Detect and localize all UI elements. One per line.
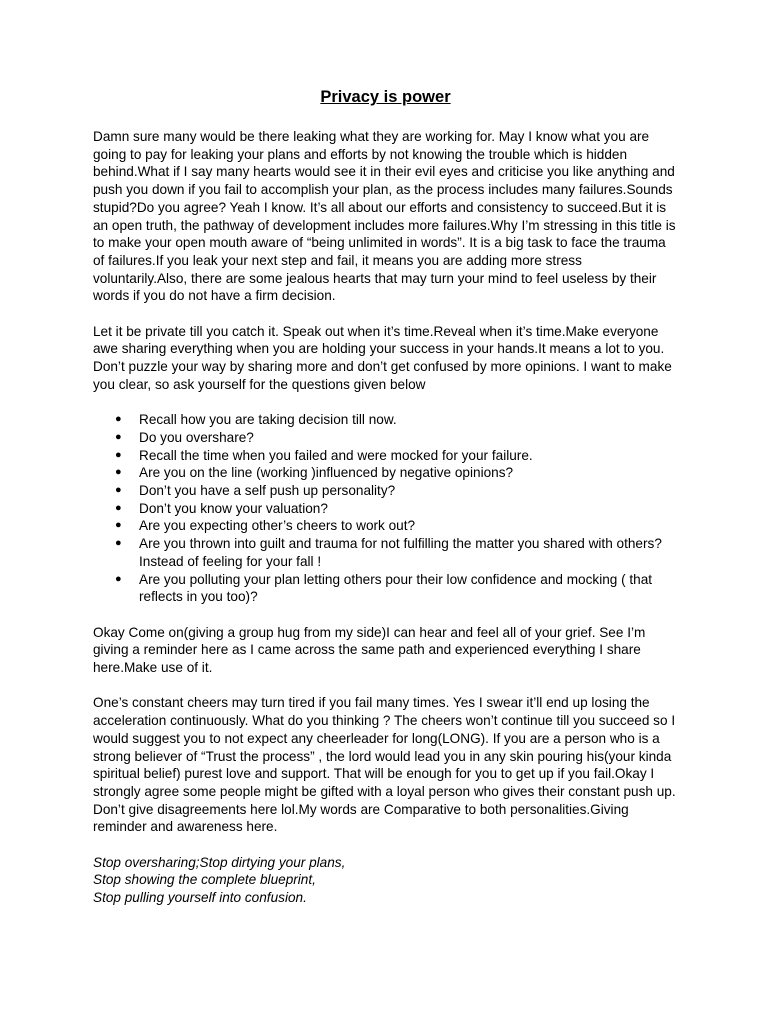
bullet-icon: ● (115, 430, 122, 443)
paragraph-constant-cheers: One’s constant cheers may turn tired if you fail many times. Yes I swear it’ll end up losing the acceleration continuously. What do you thinking ? The cheers won’t continue till you succeed so I would suggest you to not expect any cheerleader for long(LONG). If you are a person who is a strong believer of “Trust the process” , the lord would lead you in any skin pouring his(your kinda spiritual belief) purest love and support. That will be enough for you to get up if you fail.Okay I strongly agree some people might be gifted with a loyal person who gives their constant push up. Don’t give disagreements here lol.My words are Comparative to both personalities.Giving reminder and awareness here. (93, 695, 676, 835)
page-title: Privacy is power (320, 88, 451, 106)
bullet-icon: ● (115, 413, 122, 426)
list-item: ● Don’t you have a self push up personality? (115, 483, 396, 499)
list-item: ● Do you overshare? (115, 429, 254, 445)
closing-line: Stop oversharing;Stop dirtying your plans, (93, 854, 346, 870)
closing-line: Stop pulling yourself into confusion. (93, 890, 307, 906)
closing-line: Stop showing the complete blueprint, (93, 872, 316, 888)
list-item: ● Are you thrown into guilt and trauma for not fulfilling the matter you shared with others? Instead of feeling for your fall ! (115, 536, 662, 569)
bullet-icon: ● (115, 519, 122, 532)
bullet-icon: ● (115, 501, 122, 514)
bullet-icon: ● (115, 448, 122, 461)
paragraph-intro: Damn sure many would be there leaking what they are working for. May I know what you are going to pay for leaking your plans and efforts by not knowing the trouble which is hidden behind.What if I say many hearts would see it in their evil eyes and criticise you like anything and push you down if you fail to accomplish your plan, as the process includes many failures.Sounds stupid?Do you agree? Yeah I know. It’s all about our efforts and consistency to succeed.But it is an open truth, the pathway of development includes more failures.Why I’m stressing in this title is to make your open mouth aware of “being unlimited in words”. It is a big task to face the trauma of failures.If you leak your next step and fail, it means you are adding more stress voluntarily.Also, there are some jealous hearts that may turn your mind to feel useless by their words if you do not have a firm decision. (93, 129, 676, 304)
bullet-icon: ● (115, 484, 122, 497)
list-item: ● Don’t you know your valuation? (115, 500, 328, 516)
document-page (93, 86, 678, 907)
bullet-icon: ● (115, 572, 122, 585)
list-item: ● Recall how you are taking decision till now. (115, 412, 397, 428)
closing-lines (93, 854, 678, 907)
bullet-icon: ● (115, 466, 122, 479)
list-item: ● Are you expecting other’s cheers to work out? (115, 518, 416, 534)
bullet-icon: ● (115, 537, 122, 550)
list-item: ● Are you polluting your plan letting others pour their low confidence and mocking ( that reflects in you too)? (115, 571, 653, 605)
paragraph-group-hug: Okay Come on(giving a group hug from my side)I can hear and feel all of your grief. See I’m giving a reminder here as I came across the same path and experienced everything I share here.Make use of it. (93, 624, 646, 676)
list-item: ● Are you on the line (working )influenced by negative opinions? (115, 465, 514, 481)
question-list (93, 411, 678, 606)
paragraph-questions-intro: Let it be private till you catch it. Speak out when it’s time.Reveal when it’s time.Make everyone awe sharing everything when you are holding your success in your hands.It means a lot to you. Don’t puzzle your way by sharing more and don’t get confused by more opinions. I want to make you clear, so ask yourself for the questions given below (93, 323, 672, 392)
list-item: ● Recall the time when you failed and were mocked for your failure. (115, 447, 533, 463)
